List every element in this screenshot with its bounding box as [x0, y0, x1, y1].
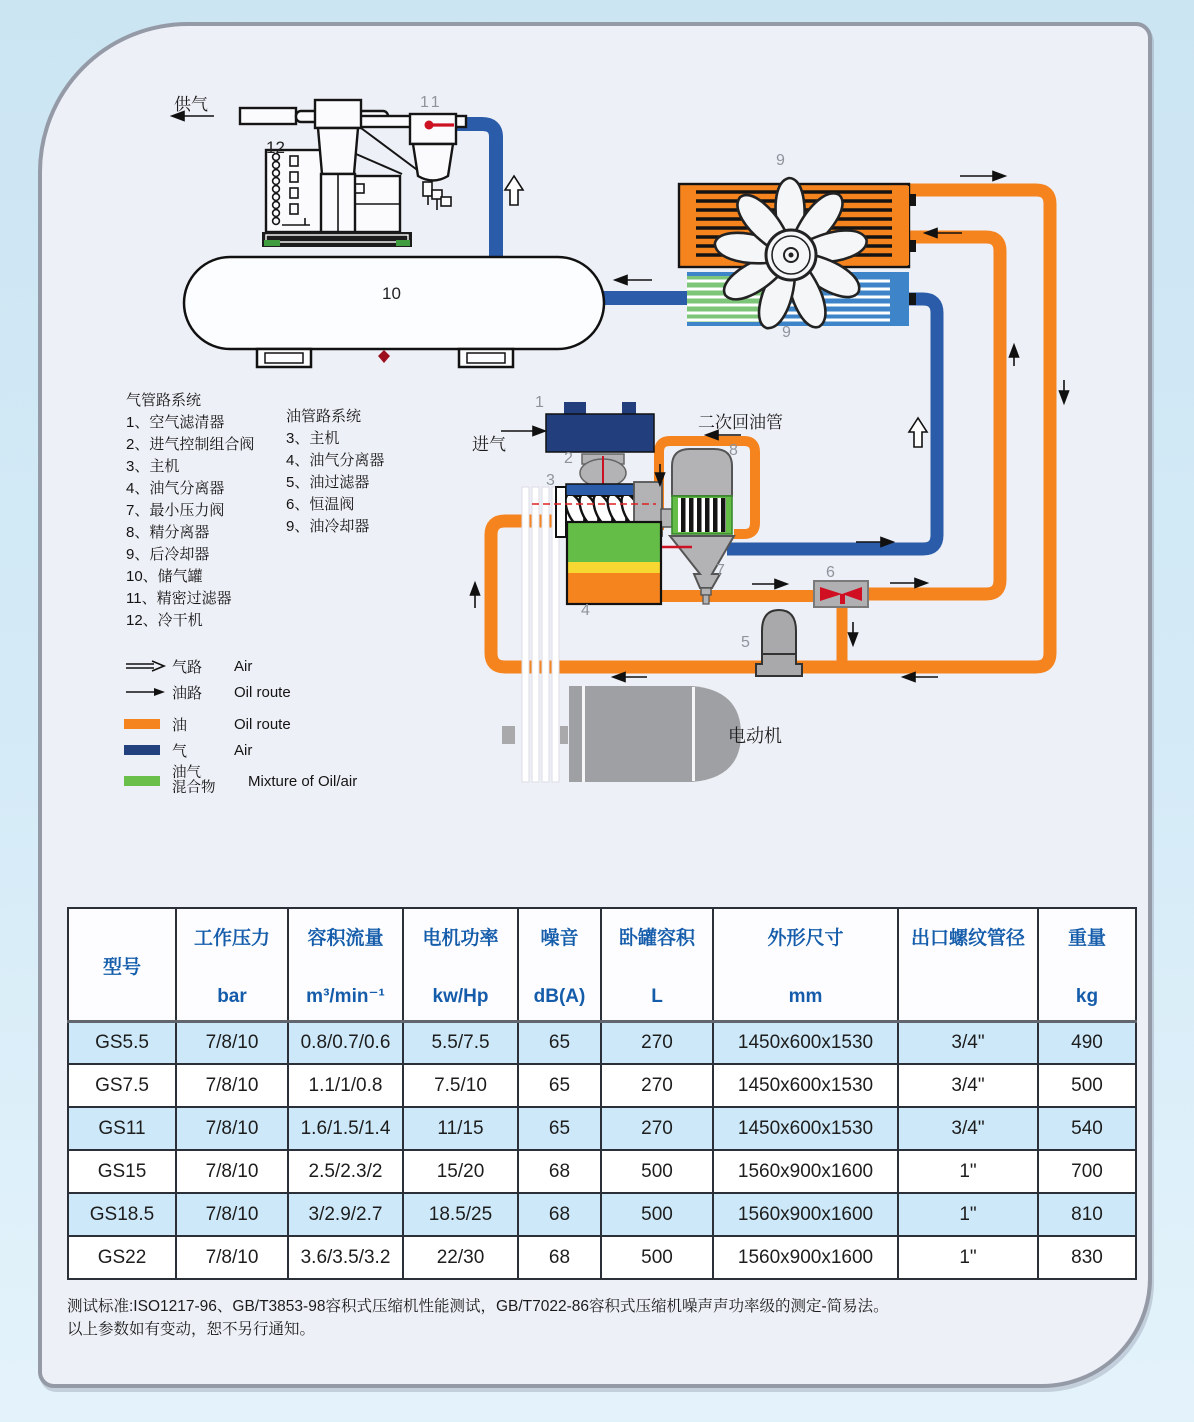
col-tank-capacity: 卧罐容积 L — [601, 908, 713, 1021]
air-system-items — [126, 412, 306, 632]
oil-system-parts-list — [286, 406, 446, 538]
tank-drain-valve — [378, 350, 390, 363]
marker-2: 2 — [564, 450, 573, 467]
motor-label: 电动机 — [728, 726, 782, 746]
legend-label: 油气 混合物 — [172, 765, 216, 796]
parts-list-item: 12、冷干机 — [126, 612, 203, 629]
legend-row-oil-bar — [124, 712, 357, 736]
parts-list-item: 9、后冷却器 — [126, 546, 210, 563]
table-cell: GS15 — [68, 1150, 176, 1193]
table-row — [68, 1193, 1136, 1236]
hollow-up-arrow — [909, 418, 927, 447]
table-cell: 1.1/1/0.8 — [288, 1064, 403, 1107]
col-noise: 噪音 dB(A) — [518, 908, 601, 1021]
precision-filter — [410, 114, 456, 210]
table-cell: 810 — [1038, 1193, 1136, 1236]
table-cell: 65 — [518, 1107, 601, 1150]
col-outlet-thread: 出口螺纹管径 — [898, 908, 1038, 1021]
col-volume-flow: 容积流量 m³/min⁻¹ — [288, 908, 403, 1021]
table-cell: 540 — [1038, 1107, 1136, 1150]
table-cell: 11/15 — [403, 1107, 518, 1150]
table-cell: 700 — [1038, 1150, 1136, 1193]
oil-filter-5 — [756, 610, 802, 676]
marker-7: 7 — [716, 562, 725, 579]
table-cell: 490 — [1038, 1021, 1136, 1064]
table-cell: 1560x900x1600 — [713, 1193, 898, 1236]
oil-route-arrow-icon — [124, 685, 172, 699]
table-cell: 1450x600x1530 — [713, 1107, 898, 1150]
parts-list-item: 5、油过滤器 — [286, 474, 370, 491]
table-cell: 500 — [601, 1193, 713, 1236]
table-cell: 500 — [601, 1236, 713, 1279]
table-cell: 3/2.9/2.7 — [288, 1193, 403, 1236]
table-cell: 270 — [601, 1021, 713, 1064]
marker-4: 4 — [581, 602, 590, 619]
hollow-up-arrow — [505, 176, 523, 205]
intake-control-valve-2 — [580, 454, 626, 488]
marker-11: 11 — [420, 94, 443, 111]
table-cell: 7/8/10 — [176, 1150, 288, 1193]
legend-label: 油路 — [172, 684, 203, 702]
legend-row-air-bar — [124, 738, 357, 762]
table-row — [68, 1107, 1136, 1150]
parts-list-item: 4、油气分离器 — [286, 452, 385, 469]
table-cell: 3/4" — [898, 1064, 1038, 1107]
mixture-bar-icon — [124, 776, 172, 786]
table-cell: 270 — [601, 1107, 713, 1150]
brochure-card — [38, 22, 1152, 1388]
table-cell: 1" — [898, 1193, 1038, 1236]
thermostatic-valve-6 — [814, 581, 868, 607]
table-cell: 22/30 — [403, 1236, 518, 1279]
air-bar-icon — [124, 745, 172, 755]
parts-list-item: 9、油冷却器 — [286, 518, 370, 535]
spec-table-body — [68, 1021, 1136, 1279]
table-cell: 3/4" — [898, 1107, 1038, 1150]
table-cell: 5.5/7.5 — [403, 1021, 518, 1064]
table-cell: 1450x600x1530 — [713, 1021, 898, 1064]
legend-row-oil-route — [124, 680, 357, 704]
legend-label-en: Mixture of Oil/air — [248, 772, 358, 790]
table-cell: 1" — [898, 1150, 1038, 1193]
table-cell: 7.5/10 — [403, 1064, 518, 1107]
legend-label: 气路 — [172, 658, 203, 676]
col-motor-power: 电机功率 kw/Hp — [403, 908, 518, 1021]
footer-notes — [67, 1295, 889, 1341]
table-cell: 18.5/25 — [403, 1193, 518, 1236]
table-cell: 0.8/0.7/0.6 — [288, 1021, 403, 1064]
secondary-oil-pipe-label: 二次回油管 — [698, 413, 783, 432]
parts-list-item: 3、主机 — [126, 458, 180, 475]
table-cell: 7/8/10 — [176, 1064, 288, 1107]
legend-label: 气 — [172, 742, 188, 760]
table-header-row — [68, 908, 1136, 1021]
intake-arrow — [501, 427, 545, 436]
table-cell: 68 — [518, 1193, 601, 1236]
legend-label-en: Air — [234, 741, 253, 759]
oil-bar-icon — [124, 719, 172, 729]
fine-separator-8 — [672, 449, 732, 534]
parts-list-item: 3、主机 — [286, 430, 340, 447]
air-system-title: 气管路系统 — [126, 392, 202, 409]
table-cell: 7/8/10 — [176, 1021, 288, 1064]
table-cell: 830 — [1038, 1236, 1136, 1279]
parts-list-item: 7、最小压力阀 — [126, 502, 225, 519]
table-cell: 1" — [898, 1236, 1038, 1279]
oil-system-title: 油管路系统 — [286, 408, 362, 425]
table-cell: 68 — [518, 1150, 601, 1193]
intake-label: 进气 — [472, 435, 506, 454]
table-cell: GS18.5 — [68, 1193, 176, 1236]
table-row — [68, 1021, 1136, 1064]
parts-list-item: 6、恒温阀 — [286, 496, 355, 513]
supply-air-label: 供气 — [174, 95, 208, 114]
parts-list-item: 1、空气滤清器 — [126, 414, 225, 431]
marker-3: 3 — [546, 472, 555, 489]
table-cell: 500 — [1038, 1064, 1136, 1107]
table-cell: 3.6/3.5/3.2 — [288, 1236, 403, 1279]
col-dimensions: 外形尺寸 mm — [713, 908, 898, 1021]
legend-row-air-route — [124, 654, 357, 678]
spec-table-section — [67, 907, 1137, 1280]
table-cell: 68 — [518, 1236, 601, 1279]
parts-list-item: 2、进气控制组合阀 — [126, 436, 255, 453]
parts-list-item: 8、精分离器 — [126, 524, 210, 541]
table-cell: GS22 — [68, 1236, 176, 1279]
air-tank — [184, 257, 604, 367]
table-cell: 500 — [601, 1150, 713, 1193]
table-cell: 65 — [518, 1064, 601, 1107]
table-cell: 7/8/10 — [176, 1107, 288, 1150]
marker-5: 5 — [741, 634, 750, 651]
air-system-parts-list — [126, 390, 306, 632]
legend-label-en: Oil route — [234, 715, 291, 733]
test-standard-note: 测试标准:ISO1217-96、GB/T3853-98容积式压缩机性能测试，GB/T7022-86容积式压缩机噪声声功率级的测定-简易法。 — [67, 1298, 889, 1315]
col-model: 型号 — [68, 908, 176, 1021]
legend-label-en: Air — [234, 657, 253, 675]
table-cell: 1.6/1.5/1.4 — [288, 1107, 403, 1150]
disclaimer-note: 以上参数如有变动，恕不另行通知。 — [67, 1321, 316, 1338]
parts-list-item: 4、油气分离器 — [126, 480, 225, 497]
air-route-arrow-icon — [124, 659, 172, 673]
table-row — [68, 1150, 1136, 1193]
table-row — [68, 1064, 1136, 1107]
table-cell: GS11 — [68, 1107, 176, 1150]
marker-9-top: 9 — [776, 152, 785, 169]
oil-gas-separator-4 — [567, 522, 661, 604]
air-pipe-filter-to-tank — [452, 124, 496, 262]
marker-12: 12 — [266, 138, 285, 157]
flow-legend — [124, 654, 357, 800]
col-working-pressure: 工作压力 bar — [176, 908, 288, 1021]
table-cell: 7/8/10 — [176, 1193, 288, 1236]
legend-label: 油 — [172, 716, 188, 734]
table-cell: 3/4" — [898, 1021, 1038, 1064]
spec-table — [67, 907, 1137, 1280]
air-filter-1 — [546, 402, 654, 452]
marker-9-bottom: 9 — [782, 324, 791, 341]
table-cell: GS7.5 — [68, 1064, 176, 1107]
marker-8: 8 — [729, 442, 738, 459]
marker-1: 1 — [535, 394, 544, 411]
drive-belt — [522, 487, 559, 782]
table-cell: 270 — [601, 1064, 713, 1107]
parts-list-item: 11、精密过滤器 — [126, 590, 232, 607]
table-cell: 1450x600x1530 — [713, 1064, 898, 1107]
table-cell: 1560x900x1600 — [713, 1236, 898, 1279]
table-cell: 15/20 — [403, 1150, 518, 1193]
table-cell: GS5.5 — [68, 1021, 176, 1064]
oil-system-items — [286, 428, 446, 538]
table-cell: 2.5/2.3/2 — [288, 1150, 403, 1193]
col-weight: 重量 kg — [1038, 908, 1136, 1021]
marker-10: 10 — [382, 284, 401, 303]
table-cell: 65 — [518, 1021, 601, 1064]
marker-6: 6 — [826, 564, 835, 581]
legend-label-en: Oil route — [234, 683, 291, 701]
table-row — [68, 1236, 1136, 1279]
table-cell: 1560x900x1600 — [713, 1150, 898, 1193]
table-cell: 7/8/10 — [176, 1236, 288, 1279]
legend-row-mixture-bar — [124, 764, 357, 798]
parts-list-item: 10、储气罐 — [126, 568, 203, 585]
